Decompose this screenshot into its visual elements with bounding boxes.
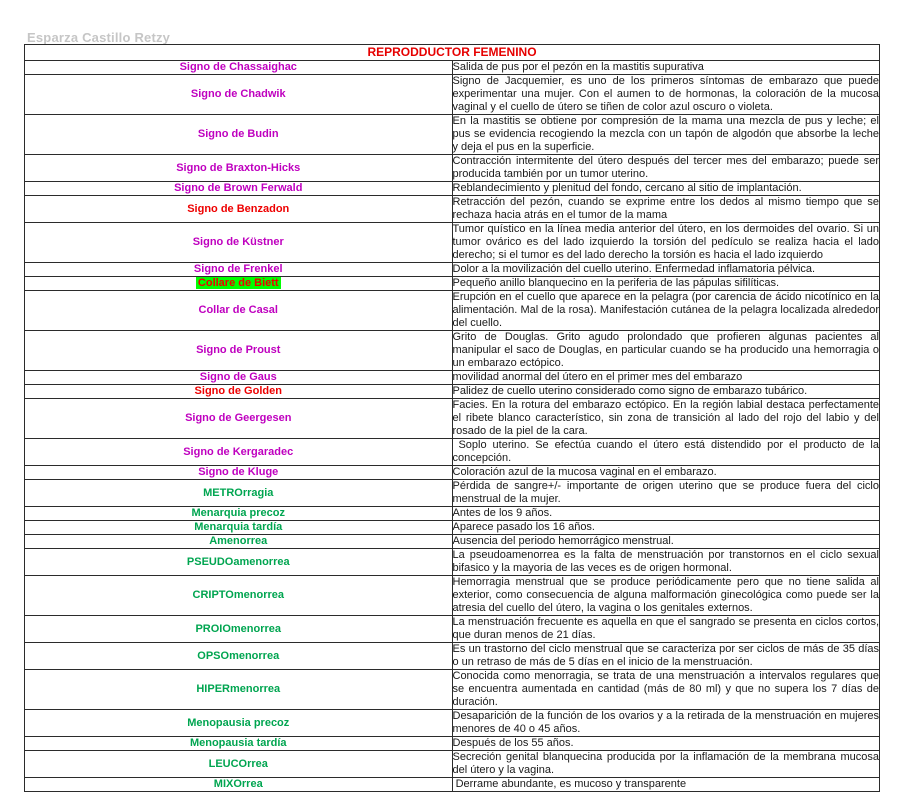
term-label: MIXOrrea (213, 778, 263, 790)
table-row (25, 223, 880, 263)
term-label: Collare de Biett (197, 277, 279, 289)
term-label: Signo de Benzadon (187, 202, 290, 215)
term-cell (25, 643, 453, 670)
term-label: Signo de Küstner (192, 236, 284, 248)
term-label: Menarquia tardía (194, 521, 283, 533)
table-body (25, 61, 883, 792)
term-label: Signo de Brown Ferwald (174, 182, 303, 194)
term-cell (25, 291, 453, 331)
term-cell (25, 439, 453, 466)
definition-cell: Derrame abundante, es mucoso y transparente (452, 778, 880, 792)
definition-cell: Reblandecimiento y plenitud del fondo, cercano al sitio de implantación. (452, 182, 880, 196)
term-label: Menopausia precoz (187, 716, 290, 729)
definition-cell: Después de los 55 años. (452, 737, 880, 751)
term-label: Amenorrea (209, 535, 268, 547)
table-row (25, 643, 880, 670)
definition-cell: movilidad anormal del útero en el primer mes del embarazo (452, 371, 880, 385)
table-title: REPRODDUCTOR FEMENINO (25, 45, 880, 61)
term-label: Signo de Golden (194, 385, 282, 397)
table-row (25, 75, 880, 115)
term-label: Signo de Budin (197, 128, 279, 140)
table-row (25, 576, 880, 616)
term-cell (25, 331, 453, 371)
table-row (25, 277, 880, 291)
definition-cell: Salida de pus por el pezón en la mastitis supurativa (452, 61, 880, 75)
definition-cell: Ausencia del periodo hemorrágico menstrual. (452, 535, 880, 549)
table-row (25, 115, 880, 155)
table-row (25, 331, 880, 371)
term-cell (25, 466, 453, 480)
definition-cell: Aparece pasado los 16 años. (452, 521, 880, 535)
definition-cell: Desaparición de la función de los ovarios y a la retirada de la menstruación en mujeres menores de 40 o 45 años. (452, 710, 883, 735)
table-row (25, 549, 880, 576)
table-row (25, 710, 880, 737)
term-cell (25, 75, 453, 115)
term-cell (25, 277, 453, 291)
term-cell (25, 223, 453, 263)
table-row (25, 371, 880, 385)
definition-cell: Antes de los 9 años. (452, 507, 880, 521)
definition-cell: La pseudoamenorrea es la falta de menstruación por transtornos en el ciclo sexual bifasico y la mayoria de las veces es de origen hormonal. (452, 549, 883, 574)
table-row (25, 521, 880, 535)
term-cell (25, 710, 453, 737)
definition-cell: Contracción intermitente del útero después del tercer mes del embarazo; puede ser producida también por un tumor uterino. (452, 155, 883, 180)
definition-cell: La menstruación frecuente es aquella en que el sangrado se presenta en ciclos cortos, que duran menos de 21 días. (452, 616, 883, 641)
term-cell (25, 576, 453, 616)
table-header-row (25, 45, 880, 61)
term-cell (25, 507, 453, 521)
term-cell (25, 115, 453, 155)
term-cell (25, 371, 453, 385)
term-label: Signo de Kergaradec (183, 445, 294, 458)
term-label: OPSOmenorrea (197, 649, 280, 662)
definition-cell: Soplo uterino. Se efectúa cuando el útero está distendido por el producto de la concepción. (452, 439, 883, 464)
definition-cell: Retracción del pezón, cuando se exprime entre los dedos al mismo tiempo que se rechaza hacia atrás en el tumor de la mama (452, 196, 883, 221)
definition-cell: Pequeño anillo blanquecino en la periferia de las pápulas sifilíticas. (452, 277, 880, 291)
definitions-table (24, 44, 883, 792)
table-row (25, 263, 880, 277)
definition-cell: Palidez de cuello uterino considerado como signo de embarazo tubárico. (452, 385, 880, 399)
term-label: Signo de Kluge (198, 466, 279, 478)
definition-cell: Tumor quístico en la línea media anterior del útero, en los dermoides del ovario. Si un tumor ovárico es del lado izquierdo la torsión del pedículo se realiza hacia el lado derecho; si el tumor es del lado derecho la torsión es hacia el lado izquierdo (452, 223, 883, 261)
table-row (25, 196, 880, 223)
author-watermark: Esparza Castillo Retzy (27, 30, 171, 45)
term-cell (25, 670, 453, 710)
table-row (25, 737, 880, 751)
term-cell (25, 263, 453, 277)
term-cell (25, 535, 453, 549)
table-row (25, 466, 880, 480)
definition-cell: Coloración azul de la mucosa vaginal en el embarazo. (452, 466, 880, 480)
definition-cell: Hemorragia menstrual que se produce periódicamente pero que no tiene salida al exterior, como consecuencia de alguna malformación ginecológica como puede ser la atresia del cuello del útero, la vagina o los genitales externos. (452, 576, 883, 614)
definition-cell: En la mastitis se obtiene por compresión de la mama una mezcla de pus y leche; el pus se evidencia recogiendo la mezcla con un tapón de algodón que absorbe la leche y deja el pus en la superficie. (452, 115, 883, 153)
table-row (25, 385, 880, 399)
term-label: Collar de Casal (198, 304, 278, 316)
definition-cell: Pérdida de sangre+/- importante de origen uterino que se produce fuera del ciclo menstrual de la mujer. (452, 480, 883, 505)
term-cell (25, 399, 453, 439)
table-row (25, 399, 880, 439)
term-label: Signo de Frenkel (193, 263, 283, 275)
definition-cell: Conocida como menorragia, se trata de una menstruación a intervalos regulares que se encuentra aumentada en cantidad (más de 80 ml) y que no supera los 7 días de duración. (452, 670, 883, 708)
definition-cell: Erupción en el cuello que aparece en la pelagra (por carencia de ácido nicotínico en la alimentación. Mal de la rosa). Manifestación cutánea de la pelagra localizada alrededor del cuello. (452, 291, 883, 329)
term-label: METROrragia (203, 486, 274, 499)
term-cell (25, 521, 453, 535)
table-row (25, 535, 880, 549)
table-row (25, 291, 880, 331)
definition-cell: Signo de Jacquemier, es uno de los primeros síntomas de embarazo que puede experimentar una mujer. Con el aumen to de hormonas, la coloración de la mucosa vaginal y el cuello de útero se tiñen de color azul oscuro o violeta. (452, 75, 883, 113)
definition-cell: Facies. En la rotura del embarazo ectópico. En la región labial destaca perfectamente el ribete blanco característico, sin zona de transición al lado del rojo del labio y del rosado de la piel de la cara. (452, 399, 883, 437)
term-label: PROIOmenorrea (195, 622, 282, 635)
term-cell (25, 196, 453, 223)
term-label: PSEUDOamenorrea (186, 555, 290, 568)
term-label: CRIPTOmenorrea (192, 589, 284, 601)
table-row (25, 155, 880, 182)
table-row (25, 670, 880, 710)
term-label: Signo de Braxton-Hicks (176, 161, 301, 174)
term-label: Menarquia precoz (191, 507, 286, 519)
table-row (25, 751, 880, 778)
term-label: Signo de Chassaighac (179, 61, 297, 73)
table-row (25, 616, 880, 643)
term-label: Signo de Proust (196, 344, 281, 356)
term-cell (25, 480, 453, 507)
definition-cell: Grito de Douglas. Grito agudo prolondado que profieren algunas pacientes al manipular el saco de Douglas, en particular cuando se ha producido una hemorragia o un embarazo ectópico. (452, 331, 883, 369)
term-cell (25, 751, 453, 778)
term-label: Signo de Chadwik (190, 88, 286, 100)
term-cell (25, 549, 453, 576)
table-row (25, 61, 880, 75)
term-label: LEUCOrrea (208, 757, 268, 770)
table-row (25, 507, 880, 521)
table-row (25, 439, 880, 466)
term-cell (25, 155, 453, 182)
term-cell (25, 737, 453, 751)
term-label: Menopausia tardía (189, 737, 287, 749)
definition-cell: Es un trastorno del ciclo menstrual que se caracteriza por ser ciclos de más de 35 días o un retraso de más de 5 días en el inicio de la menstruación. (452, 643, 883, 668)
definition-cell: Secreción genital blanquecina producida por la inflamación de la membrana mucosa del útero y la vagina. (452, 751, 883, 776)
term-cell (25, 182, 453, 196)
table-row (25, 480, 880, 507)
definition-cell: Dolor a la movilización del cuello uterino. Enfermedad inflamatoria pélvica. (452, 263, 880, 277)
term-cell (25, 61, 453, 75)
term-cell (25, 385, 453, 399)
term-cell (25, 616, 453, 643)
term-label: Signo de Gaus (199, 371, 277, 383)
term-label: HIPERmenorrea (196, 683, 281, 695)
term-cell (25, 778, 453, 792)
term-label: Signo de Geergesen (185, 412, 292, 424)
table-row (25, 778, 880, 792)
table-row (25, 182, 880, 196)
